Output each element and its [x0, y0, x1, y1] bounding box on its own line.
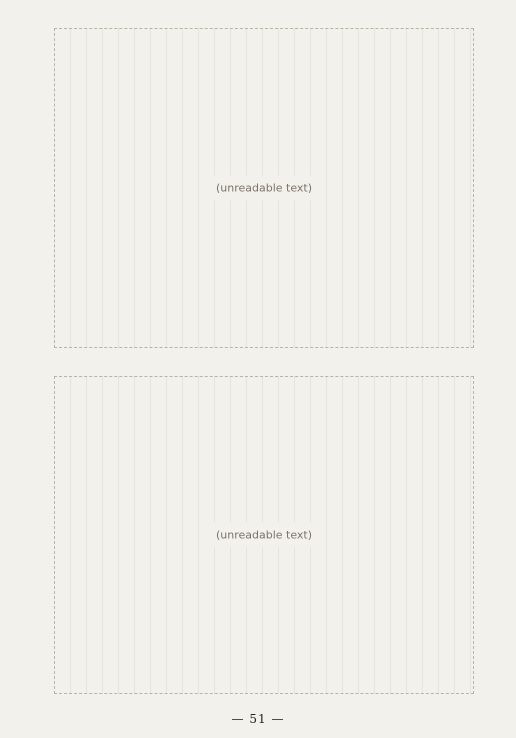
- unreadable-text-placeholder: [54, 28, 474, 348]
- page-number: — 51 —: [231, 712, 285, 726]
- unreadable-note: (unreadable text): [210, 523, 318, 548]
- unreadable-note: (unreadable text): [210, 176, 318, 201]
- unreadable-text-placeholder: [54, 376, 474, 694]
- body-text-upper: [54, 28, 474, 348]
- body-text-lower: [54, 376, 474, 694]
